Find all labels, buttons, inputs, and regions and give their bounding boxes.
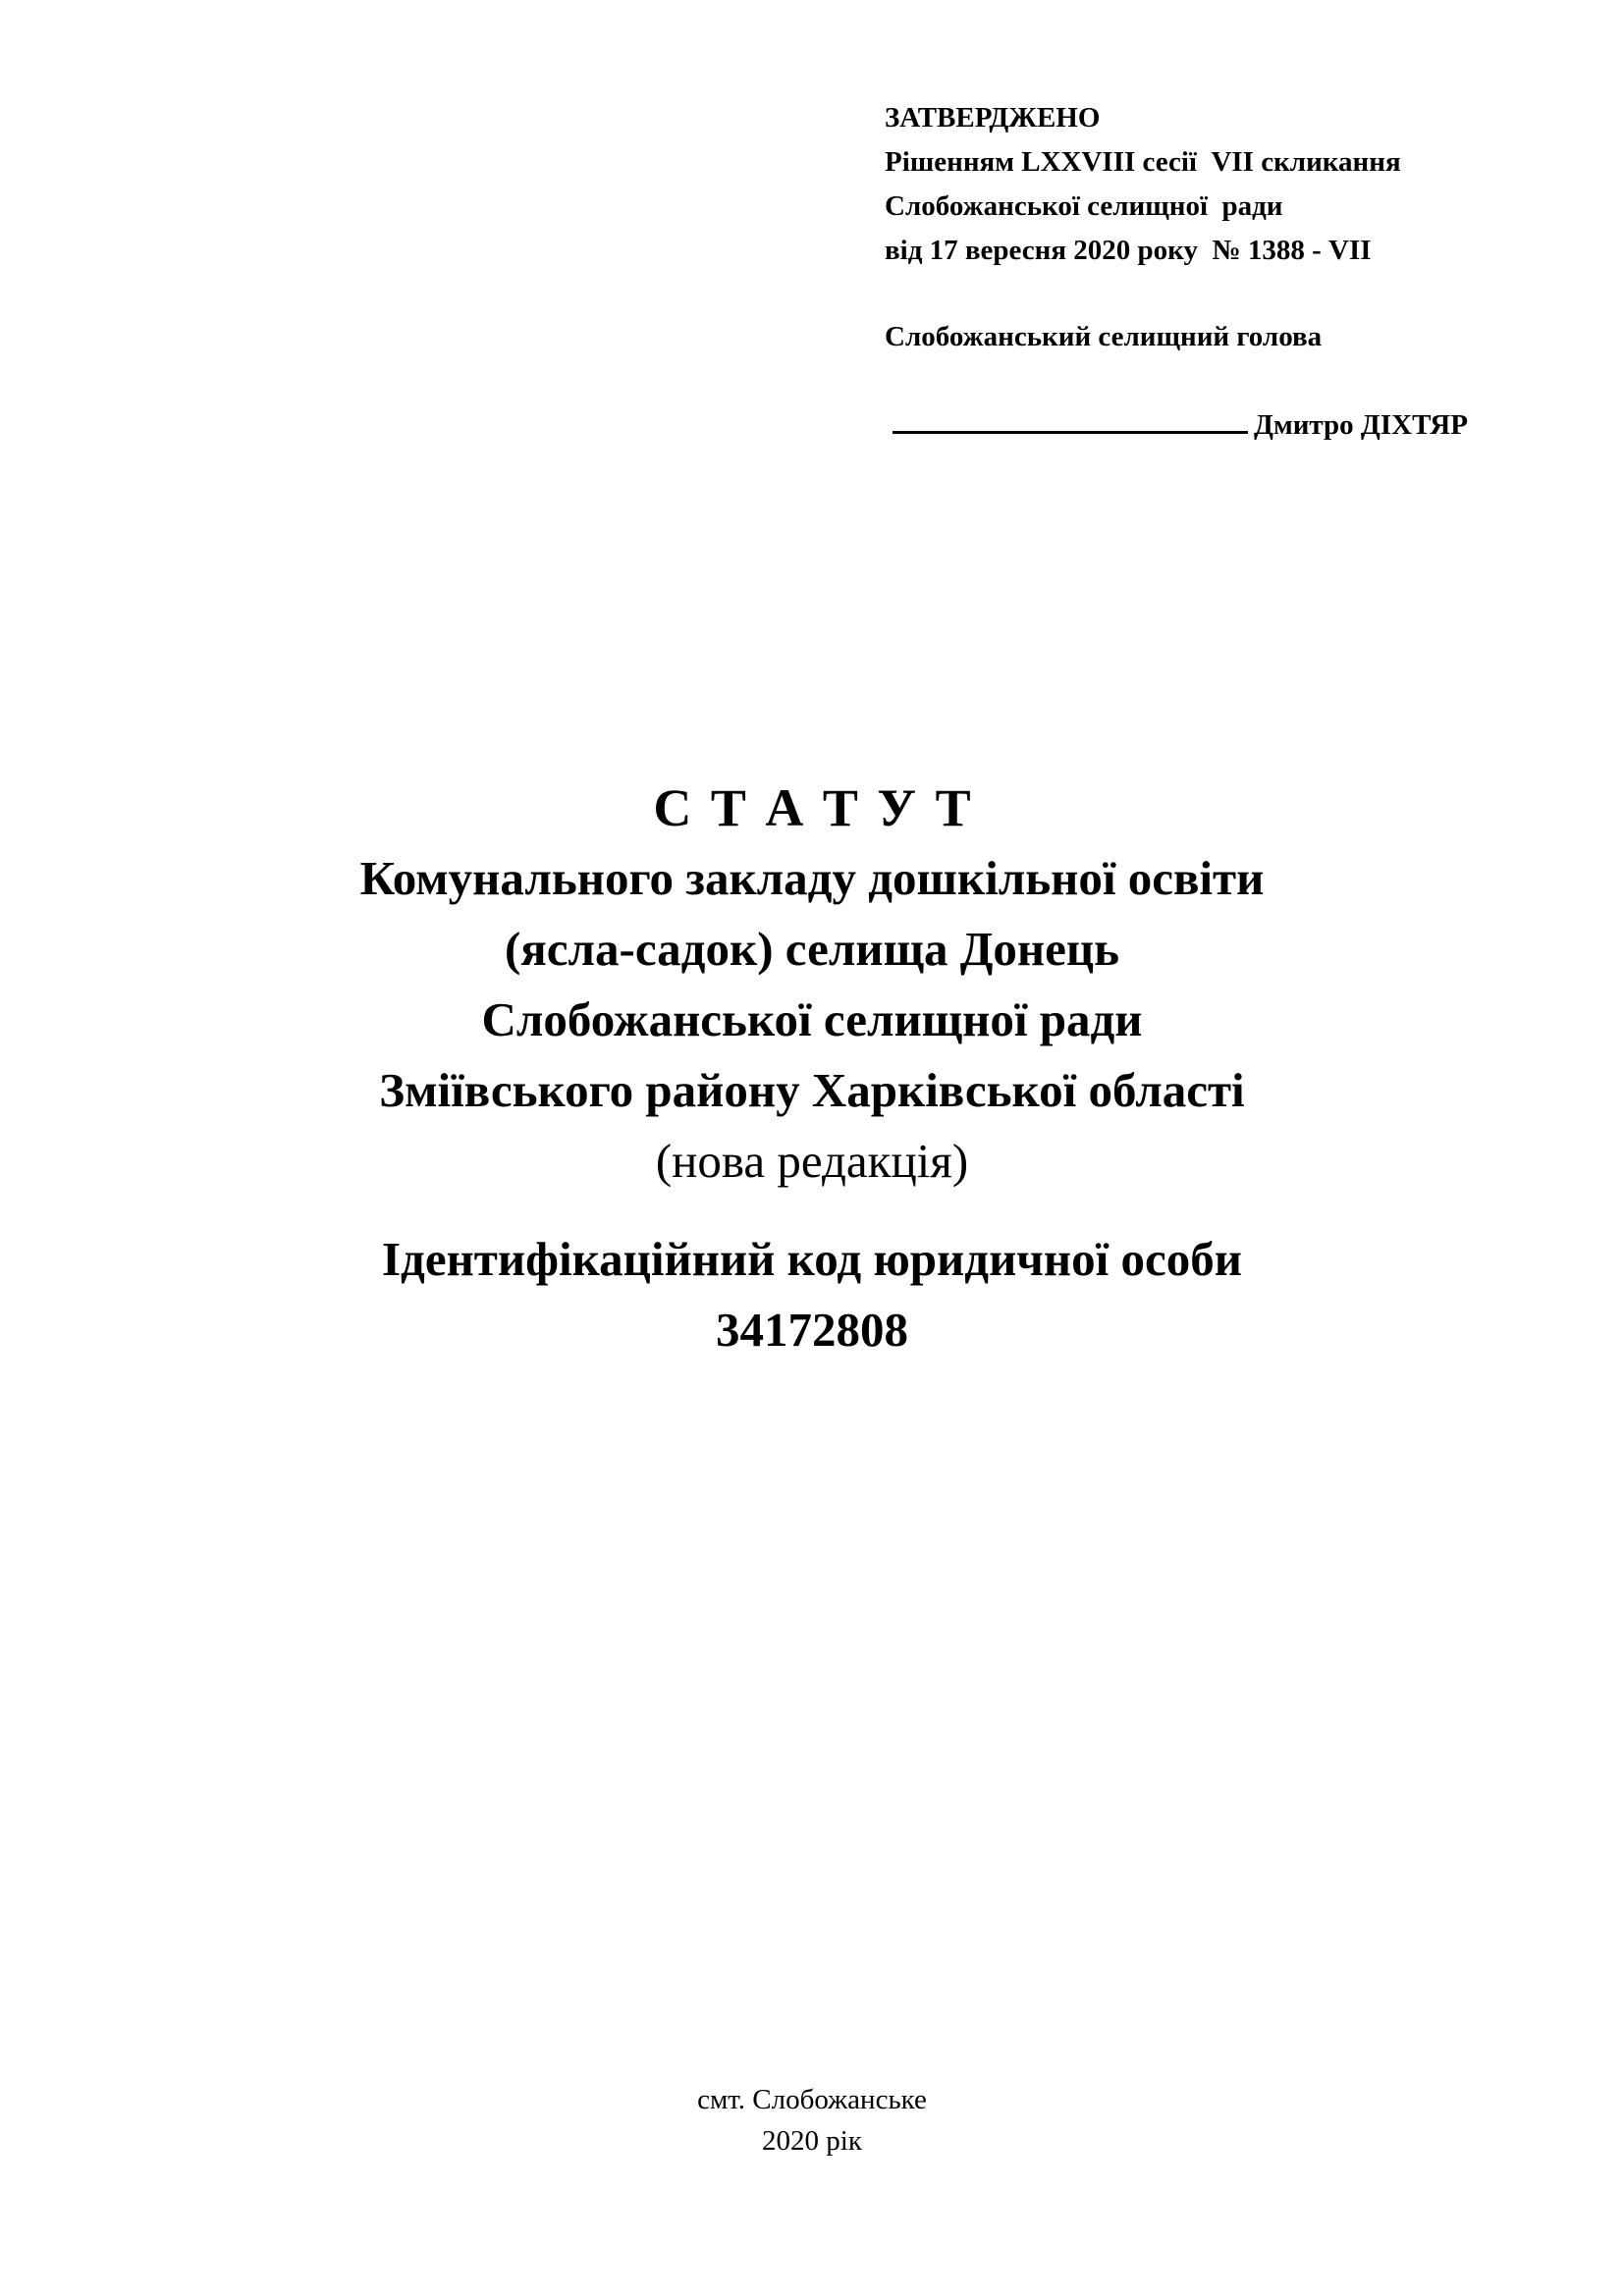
signature-row [893,401,1572,448]
approval-decision: Рішенням LXXVIII сесії VII скликання [885,146,1401,178]
institution-name-line-1: Комунального закладу дошкільної освіти [359,851,1265,905]
edition-note: (нова редакція) [655,1134,969,1188]
year: 2020 рік [762,2125,862,2157]
head-title: Слобожанський селищний голова [885,321,1323,352]
signatory-name: Дмитро ДІХТЯР [1254,409,1468,441]
approval-heading: ЗАТВЕРДЖЕНО [885,102,1101,133]
document-title-block [0,773,1624,1197]
institution-name-line-3: Слобожанської селищної ради [481,992,1143,1046]
institution-name-line-2: (ясла-садок) селища Донець [504,922,1120,976]
approval-date-number: від 17 вересня 2020 року № 1388 - VII [885,235,1372,266]
identification-label: Ідентифікаційний код юридичної особи [381,1232,1243,1286]
approval-spacer [885,273,1572,315]
approval-stamp-block [885,96,1572,448]
identification-code: 34172808 [716,1303,908,1357]
place: смт. Слобожанське [697,2084,927,2115]
document-heading: С Т А Т У Т [653,778,971,837]
signature-blank-line [893,401,1248,434]
place-and-year [0,2079,1624,2162]
identification-block [0,1224,1624,1365]
approval-council: Слобожанської селищної ради [885,190,1283,222]
institution-name-line-4: Зміївського району Харківської області [379,1063,1245,1117]
